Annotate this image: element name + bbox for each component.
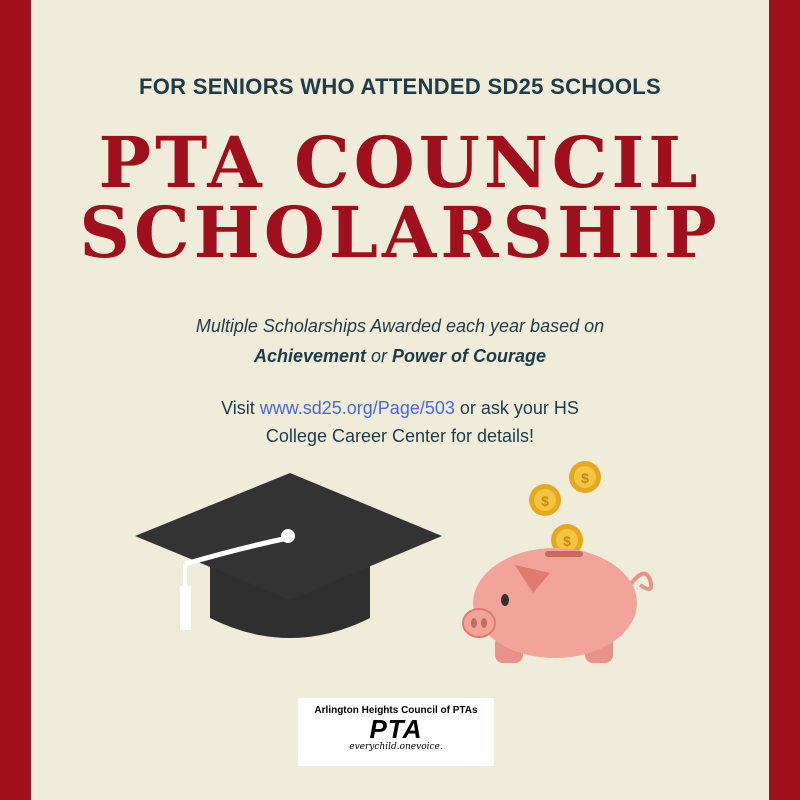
visit-line-1 bbox=[0, 394, 800, 422]
title-line-1: PTA COUNCIL bbox=[98, 121, 702, 204]
svg-text:$: $ bbox=[541, 493, 549, 509]
visit-text bbox=[0, 394, 800, 450]
description-line-1: Multiple Scholarships Awarded each year based on bbox=[195, 316, 605, 336]
coin-icon bbox=[569, 461, 601, 493]
logo-organization: Arlington Heights Council of PTAs bbox=[314, 705, 478, 716]
title-line-2: SCHOLARSHIP bbox=[79, 191, 721, 274]
graduation-cap-icon bbox=[130, 468, 450, 648]
pta-logo bbox=[298, 698, 494, 766]
description bbox=[0, 311, 800, 371]
website-link[interactable]: www.sd25.org/Page/503 bbox=[259, 398, 455, 418]
svg-text:$: $ bbox=[563, 533, 571, 549]
visit-prefix: Visit bbox=[221, 398, 260, 418]
achievement-text: Achievement bbox=[253, 346, 366, 366]
visit-suffix: or ask your HS bbox=[454, 398, 579, 418]
piggy-bank-icon bbox=[455, 455, 665, 680]
logo-mark: PTA bbox=[369, 714, 423, 744]
courage-text: Power of Courage bbox=[392, 346, 547, 366]
svg-text:$: $ bbox=[581, 470, 589, 486]
eyebrow-heading: FOR SENIORS WHO ATTENDED SD25 SCHOOLS bbox=[138, 74, 662, 99]
visit-line-2: College Career Center for details! bbox=[265, 426, 535, 446]
coin-icon bbox=[529, 484, 561, 516]
description-line-2 bbox=[0, 341, 800, 371]
or-text: or bbox=[366, 346, 393, 366]
logo-tagline: everychild.onevoice. bbox=[349, 742, 443, 752]
